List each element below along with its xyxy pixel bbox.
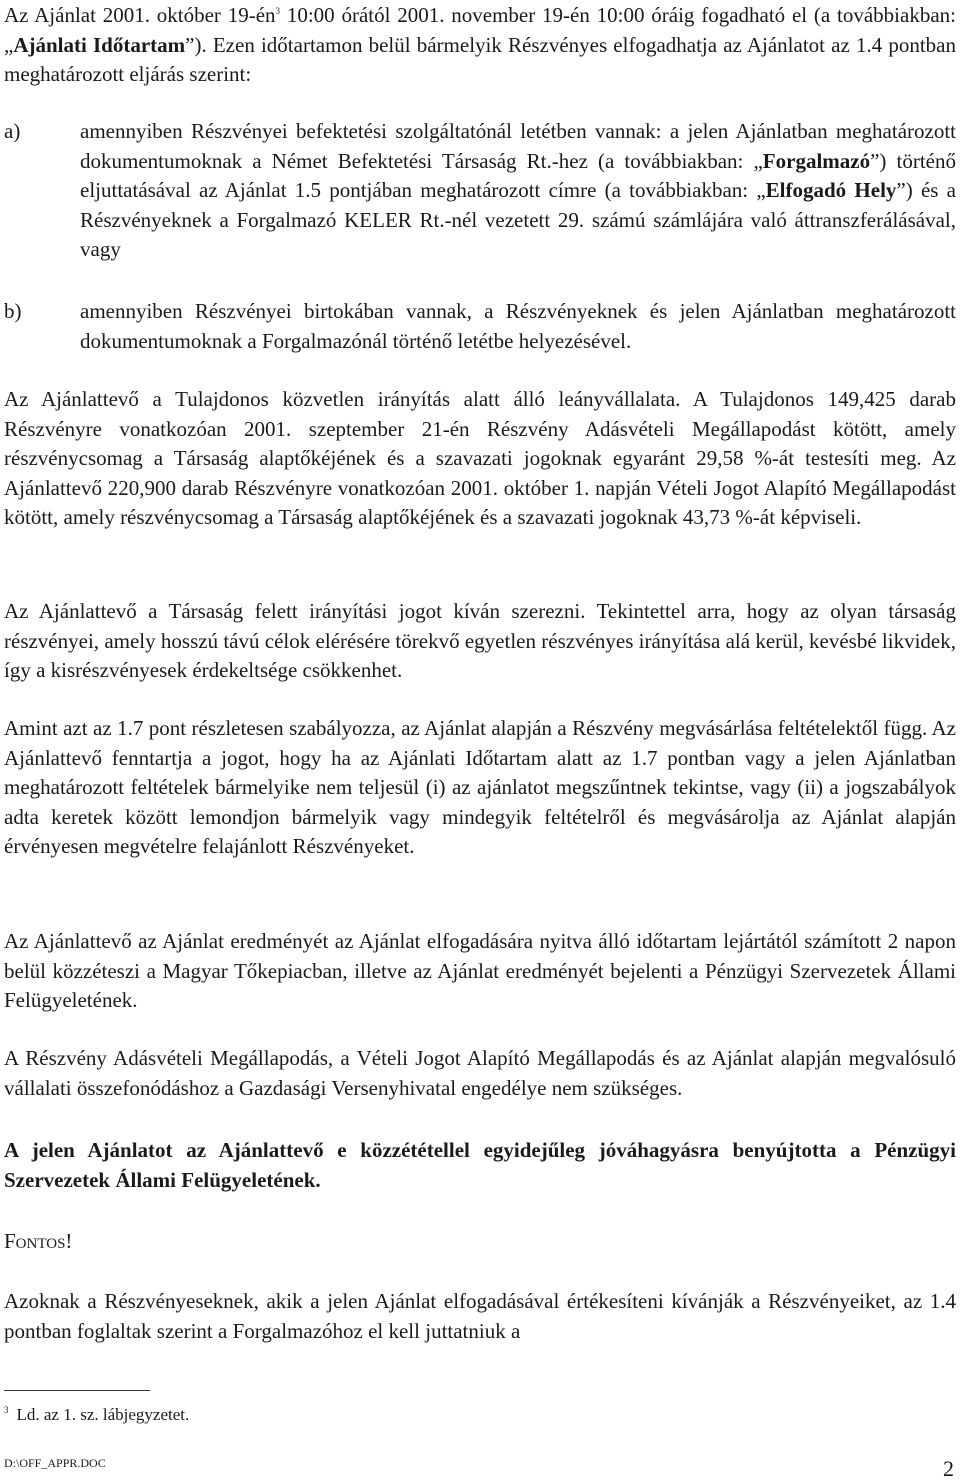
defined-term: Forgalmazó (762, 148, 871, 173)
list-marker: b) (4, 299, 22, 323)
paragraph-approval: A jelen Ajánlatot az Ajánlattevő e közzététellel egyidejűleg jóváhagyásra benyújtotta a Pénzügyi Szervezetek Állami Felügyeletének. (4, 1138, 956, 1192)
footnote-reference[interactable]: 3 (275, 6, 281, 16)
list-item-body (80, 117, 956, 265)
paragraph-conditions: Amint azt az 1.7 pont részletesen szabályozza, az Ajánlat alapján a Részvény megvásárlása feltételektől függ. Az Ajánlattevő fenntartja a jogot, hogy ha az Ajánlati Időtartam alatt az 1.7 pontban vagy a jelen Ajánlatban meghatározott feltételek bármelyike nem teljesül (i) az ajánlatot megszűntnek tekintse, vagy (ii) a jogszabályok adta keretek között lemondjon bármelyik vagy mindegyik feltételről és megvásárolja az Ajánlat alapján érvényesen megvételre felajánlott Részvényeket. (4, 716, 956, 859)
page-number: 2 (943, 1456, 954, 1481)
list-item-b (4, 297, 956, 356)
list-marker: a) (4, 119, 21, 143)
paragraph-text: Az Ajánlat 2001. október 19-én (4, 3, 276, 27)
list-item-a (4, 117, 956, 265)
footnote (4, 1405, 189, 1425)
paragraph-offer-period (4, 1, 956, 90)
heading-text: Fontos! (4, 1229, 73, 1253)
heading-important (4, 1227, 72, 1257)
paragraph-results: Az Ajánlattevő az Ajánlat eredményét az Ajánlat elfogadására nyitva álló időtartam lejártától számított 2 napon belül közzéteszi a Magyar Tőkepiacban, illetve az Ajánlat eredményét bejelenti a Pénzügyi Szervezetek Állami Felügyeletének. (4, 929, 956, 1013)
defined-term: Elfogadó Hely (765, 178, 897, 203)
list-item-text: amennyiben Részvényei befektetési szolgáltatónál letétben vannak: a jelen Ajánlatban meghatározott dokumentumoknak a Német Befektetési Társaság Rt.-hez (a továbbiakban: „ (80, 119, 956, 173)
paragraph-ownership: Az Ajánlattevő a Tulajdonos közvetlen irányítás alatt álló leányvállalata. A Tulajdonos 149,425 darab Részvényre vonatkozóan 2001. szeptember 21-én Részvény Adásvételi Megállapodást kötött, amely részvénycsomag a Társaság alaptőkéjének és a szavazati jogoknak egyaránt 29,58 %-át testesíti meg. Az Ajánlattevő 220,900 darab Részvényre vonatkozóan 2001. október 1. napján Vételi Jogot Alapító Megállapodást kötött, amely részvénycsomag a Társaság alaptőkéjének és a szavazati jogoknak 43,73 %-át képviseli. (4, 387, 956, 530)
footnote-number: 3 (4, 1405, 9, 1416)
footnote-divider (4, 1390, 150, 1391)
paragraph-merger: A Részvény Adásvételi Megállapodás, a Vételi Jogot Alapító Megállapodás és az Ajánlat alapján megvalósuló vállalati összefonódáshoz a Gazdasági Versenyhivatal engedélye nem szükséges. (4, 1046, 956, 1100)
list-item-body: amennyiben Részvényei birtokában vannak, a Részvényeknek és jelen Ajánlatban meghatározott dokumentumoknak a Forgalmazónál történő letétbe helyezésével. (80, 299, 956, 353)
paragraph-shareholders: Azoknak a Részvényeseknek, akik a jelen Ajánlat elfogadásával értékesíteni kívánják a Részvényeiket, az 1.4 pontban foglaltak szerint a Forgalmazóhoz el kell juttatniuk a (4, 1289, 956, 1343)
list-item-text: ”) és a Részvényeknek a Forgalmazó KELER Rt.-nél vezetett 29. számú számlájára való áttranszferálásával, vagy (80, 178, 956, 262)
paragraph-control: Az Ajánlattevő a Társaság felett irányítási jogot kíván szerezni. Tekintettel arra, hogy az olyan társaság részvényei, amely hosszú távú célok elérésére törekvő egyetlen részvényes irányítása alá kerül, kevésbé likvidek, így a kisrészvényesek érdekeltsége csökkenhet. (4, 599, 956, 683)
file-path: D:\OFF_APPR.DOC (4, 1456, 106, 1470)
footnote-text: Ld. az 1. sz. lábjegyzetet. (16, 1405, 190, 1424)
paragraph-text: 10:00 órától 2001. november 19-én 10:00 óráig fogadható el (a továbbiakban: „ (4, 3, 956, 57)
paragraph-text: ”). Ezen időtartamon belül bármelyik Részvényes elfogadhatja az Ajánlatot az 1.4 pontban meghatározott eljárás szerint: (4, 32, 956, 87)
defined-term: Ajánlati Időtartam (13, 32, 186, 57)
list-item-text: ”) történő eljuttatásával az Ajánlat 1.5 pontjában meghatározott címre (a továbbiakban: „ (80, 148, 956, 203)
